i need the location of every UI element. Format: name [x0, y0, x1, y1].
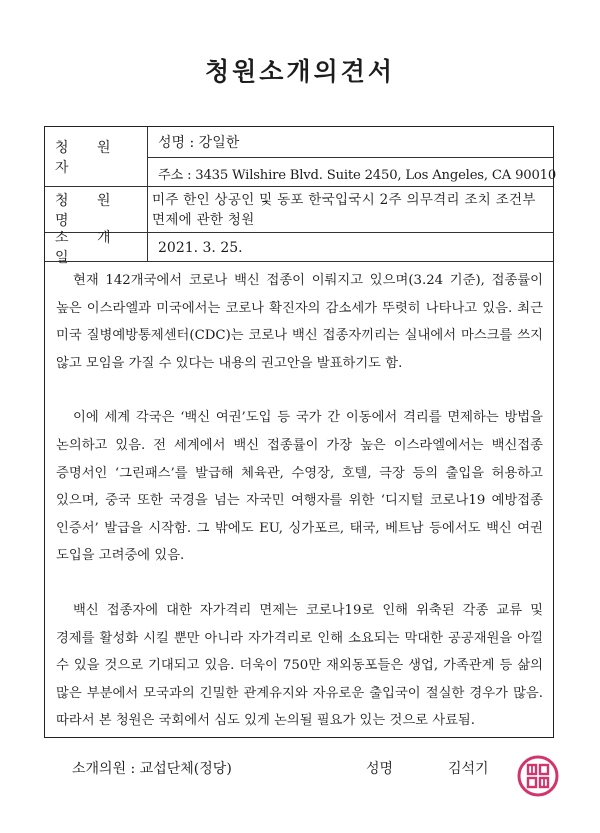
- petitioner-address: 주소 : 3435 Wilshire Blvd. Suite 2450, Los Angeles, CA 90010: [148, 157, 553, 188]
- paragraph-2: 이에 세계 각국은 ‘백신 여권’도입 등 국가 간 이동에서 격리를 면제하는 방법을 논의하고 있음. 전 세계에서 백신 접종률이 가장 높은 이스라엘에서는 백신접종 증명서인 ‘그린패스’를 발급해 체육관, 수영장, 호텔, 극장 등의 출입을 허용하고 있으며, 중국 또한 국경을 넘는 자국민 여행자를 위한 ‘디지털 코로나19 예방접종 인증서’ 발급을 시작함. 그 밖에도 EU, 싱가포르, 태국, 베트남 등에서도 백신 여권 도입을 고려중에 있음.: [56, 410, 543, 564]
- signer-name: 김석기: [448, 761, 489, 777]
- signer-name-label: 성명: [366, 761, 394, 777]
- paragraph-3: 백신 접종자에 대한 자가격리 면제는 코로나19로 인해 위축된 각종 교류 및 경제를 활성화 시킬 뿐만 아니라 자가격리로 인해 소요되는 막대한 공공재원을 아낄 수 있을 것으로 기대되고 있음. 더욱이 750만 재외동포들은 생업, 가족관계 등 삶의 많은 부분에서 모국과의 긴밀한 관계유지와 자유로운 출입국이 절실한 경우가 많음. 따라서 본 청원은 국회에서 심도 있게 논의될 필요가 있는 것으로 사료됨.: [56, 602, 543, 729]
- introduction-date: 2021. 3. 25.: [158, 239, 243, 256]
- official-seal-stamp: [516, 754, 560, 798]
- petitioner-label: 청 원 자: [45, 127, 148, 186]
- subject-value-cell: [148, 187, 553, 232]
- date-value-cell: [148, 233, 553, 261]
- document-title: 청원소개의견서: [204, 57, 396, 86]
- petitioner-row: [45, 127, 557, 187]
- petition-form: [44, 126, 557, 738]
- petitioner-name: 성명 : 강일한: [158, 135, 240, 151]
- paragraph-1: 현재 142개국에서 코로나 백신 접종이 이뤄지고 있으며(3.24 기준), 접종률이 높은 이스라엘과 미국에서는 코로나 확진자의 감소세가 뚜렷히 나타나고 있음. 최근 미국 질병예방통제센터(CDC)는 코로나 백신 접종자끼리는 실내에서 마스크를 쓰지 않고 모임을 가질 수 있다는 내용의 권고안을 발표하기도 함.: [56, 273, 543, 371]
- petition-subject: 미주 한인 상공인 및 동포 한국입국시 2주 의무격리 조치 조건부 면제에 관한 청원: [152, 192, 536, 228]
- introducer-label: 소개의원 : 교섭단체(정당): [72, 761, 232, 777]
- subject-label: 청 원 명: [45, 187, 148, 232]
- date-row: [45, 230, 553, 266]
- date-label: 소 개 일: [45, 233, 148, 261]
- opinion-body: [45, 262, 553, 762]
- petitioner-values: [148, 127, 557, 186]
